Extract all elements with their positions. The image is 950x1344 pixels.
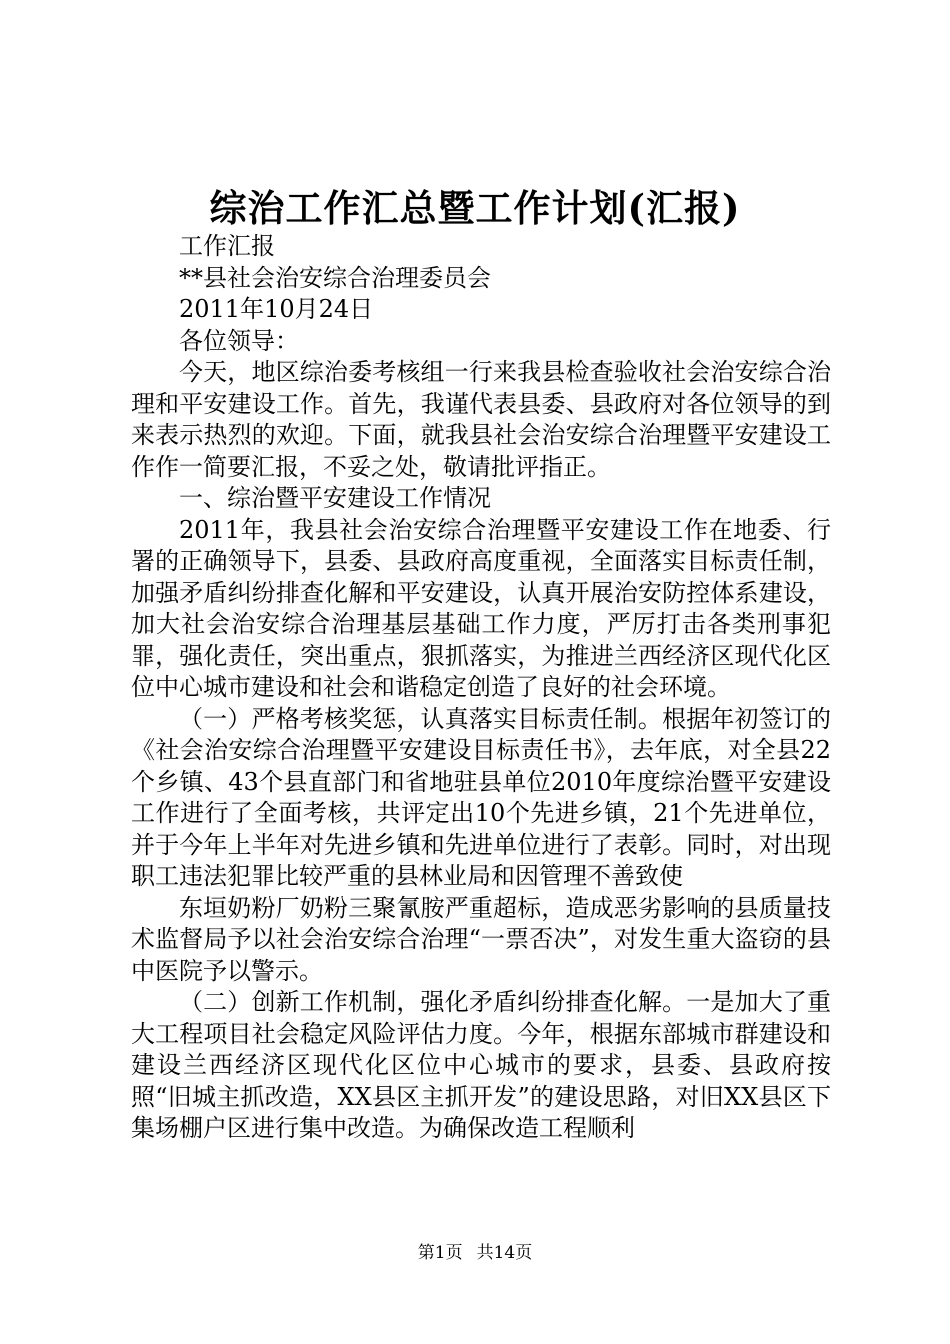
page-total: 共14页: [476, 1243, 533, 1263]
paragraph-introduction: 今天，地区综治委考核组一行来我县检查验收社会治安综合治理和平安建设工作。首先，我谨代表县委、县政府对各位领导的到来表示热烈的欢迎。下面，就我县社会治安综合治理暨平安建设工作作一简要汇报，不妥之处，敬请批评指正。: [131, 358, 831, 481]
paragraph-heading-label: 工作汇报: [179, 232, 275, 260]
paragraph-salutation: 各位领导：: [179, 326, 299, 355]
paragraph-overview: 2011年，我县社会治安综合治理暨平安建设工作在地委、行署的正确领导下，县委、县政府高度重视，全面落实目标责任制，加强矛盾纠纷排查化解和平安建设，认真开展治安防控体系建设，加大社会治安综合治理基层基础工作力度，严厉打击各类刑事犯罪，强化责任，突出重点，狠抓落实，为推进兰西经济区现代化区位中心城市建设和社会和谐稳定创造了良好的社会环境。: [131, 515, 831, 701]
document-body: [131, 231, 831, 1145]
paragraph-item-one: （一）严格考核奖惩，认真落实目标责任制。根据年初签订的《社会治安综合治理暨平安建设目标责任书》，去年底，对全县22个乡镇、43个县直部门和省地驻县单位2010年度综治暨平安建设工作进行了全面考核，共评定出10个先进乡镇，21个先进单位，并于今年上半年对先进乡镇和先进单位进行了表彰。同时，对出现职工违法犯罪比较严重的县林业局和因管理不善致使: [131, 704, 831, 890]
paragraph-date: 2011年10月24日: [179, 295, 374, 323]
paragraph-item-two: （二）创新工作机制，强化矛盾纠纷排查化解。一是加大了重大工程项目社会稳定风险评估力度。今年，根据东部城市群建设和建设兰西经济区现代化区位中心城市的要求，县委、县政府按照“旧城主抓改造，XX县区主抓开发”的建设思路，对旧XX县区下集场棚户区进行集中改造。为确保改造工程顺利: [131, 988, 831, 1142]
section-heading: 一、综治暨平安建设工作情况: [179, 484, 491, 512]
page-footer: [0, 1242, 950, 1264]
page-number: 第1页: [417, 1243, 463, 1263]
paragraph-organization: **县社会治安综合治理委员会: [179, 263, 491, 292]
paragraph-item-one-continued: 东垣奶粉厂奶粉三聚氰胺严重超标，造成恶劣影响的县质量技术监督局予以社会治安综合治理“一票否决”，对发生重大盗窃的县中医院予以警示。: [131, 893, 831, 985]
document-title: 综治工作汇总暨工作计划(汇报): [209, 186, 741, 230]
